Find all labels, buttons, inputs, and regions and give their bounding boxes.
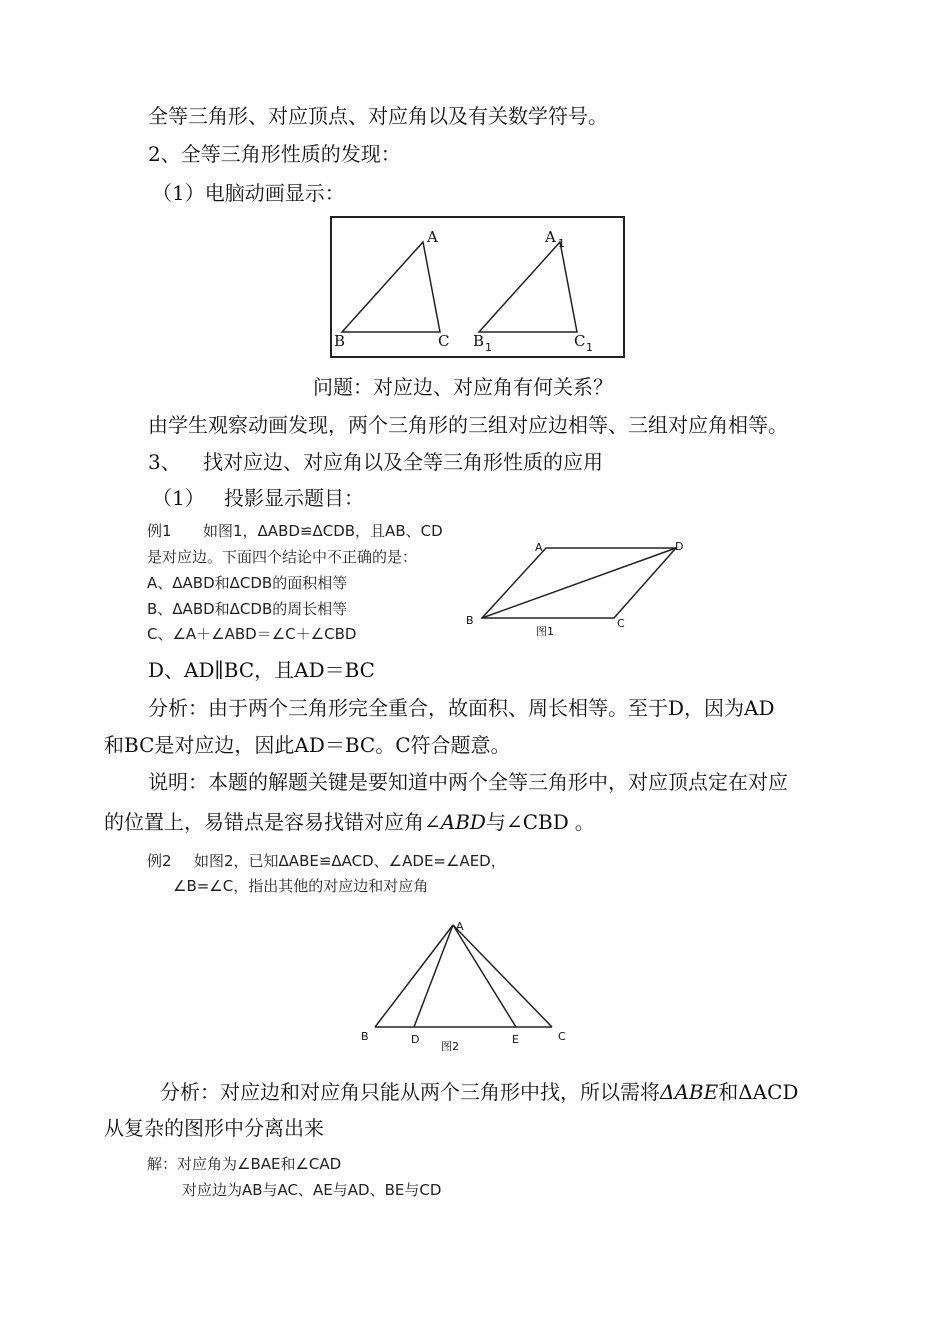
heading-application-num: 3、 <box>148 450 181 474</box>
formula-triangle-acd: ΔACD <box>738 1080 799 1104</box>
label-b1: B <box>473 332 485 350</box>
side-ab <box>375 925 453 1027</box>
heading-application: 找对应边、对应角以及全等三角形性质的应用 <box>203 450 603 474</box>
analysis1-line1: 分析：由于两个三角形完全重合，故面积、周长相等。至于D，因为AD <box>148 696 775 720</box>
label-a: A <box>427 228 438 246</box>
fig1-label-a: A <box>535 541 543 554</box>
example2-line1: 如图2，已知ΔABE≌ΔACD、∠ADE=∠AED， <box>194 852 506 870</box>
label-b: B <box>334 332 346 350</box>
paragraph-observation: 由学生观察动画发现，两个三角形的三组对应边相等、三组对应角相等。 <box>148 413 788 437</box>
segment-ad <box>414 925 453 1027</box>
fig1-caption: 图1 <box>536 625 554 638</box>
analysis2-text: 分析：对应边和对应角只能从两个三角形中找，所以需将 <box>160 1080 660 1104</box>
paragraph-congruent-terms: 全等三角形、对应顶点、对应角以及有关数学符号。 <box>148 104 608 128</box>
label-a1-sub: 1 <box>558 237 565 250</box>
diagonal-bd <box>482 548 676 618</box>
fig2-label-b: B <box>361 1030 369 1043</box>
fig1-label-c: C <box>617 617 625 630</box>
segment-ae <box>453 925 516 1027</box>
solution-line1: 解：对应角为∠BAE和∠CAD <box>147 1155 342 1173</box>
fig2-label-c: C <box>558 1030 566 1043</box>
formula-angle-cbd: ∠CBD <box>505 810 569 834</box>
example1-option-b: B、ΔABD和ΔCDB的周长相等 <box>147 600 348 618</box>
label-a1: A <box>545 228 556 246</box>
note-line2 <box>104 809 595 835</box>
example1-line1: 如图1，ΔABD≌ΔCDB，且AB、CD <box>203 522 443 540</box>
fig1-label-b: B <box>466 614 474 627</box>
note-line2-text: 的位置上，易错点是容易找错对应角 <box>104 810 424 834</box>
example1-option-c: C、∠A＋∠ABD＝∠C＋∠CBD <box>147 625 357 643</box>
fig1-label-d: D <box>675 540 684 553</box>
triangle-a1b1c1 <box>479 242 577 332</box>
example2-label: 例2 <box>147 852 172 870</box>
analysis2-line1 <box>160 1079 798 1105</box>
label-b1-sub: 1 <box>485 341 492 354</box>
example1-line2: 是对应边。下面四个结论中不正确的是： <box>147 548 418 566</box>
formula-angle-abd: ∠ABD <box>424 810 486 834</box>
example2-line2: ∠B=∠C，指出其他的对应边和对应角 <box>173 877 429 895</box>
analysis1-line2: 和BC是对应边，因此AD＝BC。C符合题意。 <box>104 733 511 757</box>
fig2-caption: 图2 <box>441 1040 459 1053</box>
analysis2-line2: 从复杂的图形中分离出来 <box>104 1116 324 1140</box>
note-line1: 说明：本题的解题关键是要知道中两个全等三角形中，对应顶点定在对应 <box>148 770 788 794</box>
side-ac <box>453 925 552 1027</box>
subheading-projection-num: （1） <box>152 486 205 510</box>
triangle-abc <box>342 242 440 332</box>
fig2-label-d: D <box>411 1033 420 1046</box>
example1-option-a: A、ΔABD和ΔCDB的面积相等 <box>147 574 348 592</box>
formula-connector: 与 <box>485 810 506 834</box>
fig2-label-a: A <box>456 920 464 933</box>
note-end: 。 <box>574 810 595 834</box>
question: 问题：对应边、对应角有何关系？ <box>313 375 613 399</box>
option-d: D、AD∥BC，且AD＝BC <box>148 658 375 682</box>
subheading-projection: 投影显示题目： <box>224 486 364 510</box>
solution-line2: 对应边为AB与AC、AE与AD、BE与CD <box>182 1181 442 1199</box>
fig2-label-e: E <box>512 1033 519 1046</box>
heading-property-discovery: 2、全等三角形性质的发现： <box>148 142 401 166</box>
label-c1: C <box>574 332 586 350</box>
label-c1-sub: 1 <box>586 341 593 354</box>
figure-1 <box>460 534 690 644</box>
formula-triangle-abe: ΔABE <box>660 1080 719 1104</box>
subheading-animation: （1）电脑动画显示： <box>152 181 345 205</box>
animation-figure <box>330 216 626 360</box>
example1-label: 例1 <box>147 522 172 540</box>
analysis2-connector: 和 <box>718 1080 739 1104</box>
label-c: C <box>438 332 450 350</box>
figure-2 <box>355 915 575 1060</box>
